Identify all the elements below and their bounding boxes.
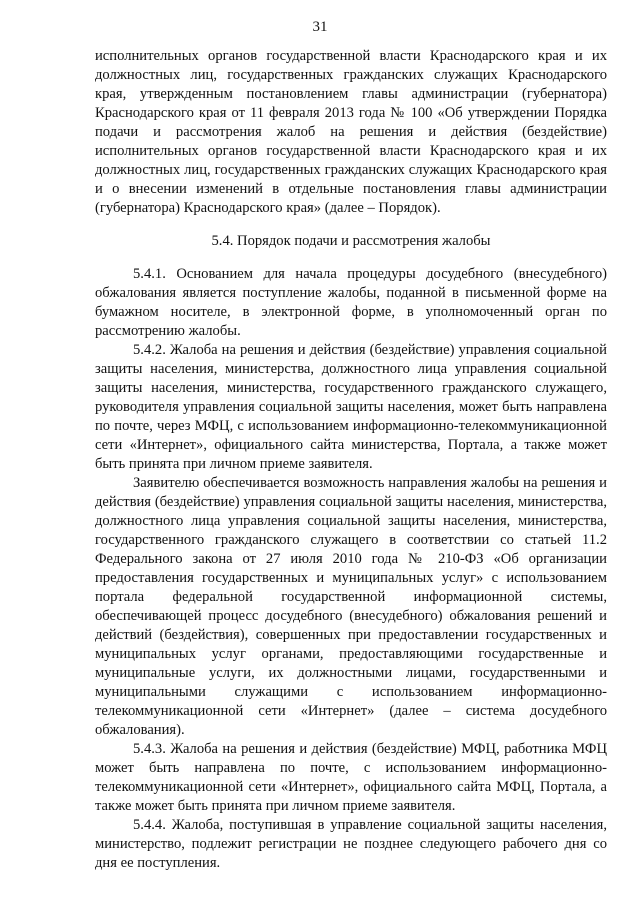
paragraph-5-4-1: 5.4.1. Основанием для начала процедуры досудебного (внесудебного) обжалования является поступление жалобы, поданной в письменной форме на бумажном носителе, в электронной форме, в уполномоченный орган по рассмотрению жалобы. [95,266,607,339]
section-heading-5-4: 5.4. Порядок подачи и рассмотрения жалобы [211,233,491,249]
paragraph-5-4-4: 5.4.4. Жалоба, поступившая в управление социальной защиты населения, министерство, подлежит регистрации не позднее следующего рабочего дня со дня ее поступления. [95,817,607,871]
paragraph-5-4-2: 5.4.2. Жалоба на решения и действия (бездействие) управления социальной защиты населения, министерства, должностного лица управления социальной защиты населения, министерства, государственного гражданского служащего, руководителя управления социальной защиты населения, может быть направлена по почте, через МФЦ, с использованием информационно-телекоммуникационной сети «Интернет», официального сайта министерства, Портала, а также может быть принята при личном приеме заявителя. [95,342,607,472]
page-number: 31 [312,19,328,35]
paragraph-applicant-rights: Заявителю обеспечивается возможность направления жалобы на решения и действия (бездействие) управления социальной защиты населения, министерства, должностного лица управления социальной защиты населения, министерства, государственного гражданского служащего в соответствии со статьей 11.2 Федерального закона от 27 июля 2010 года № 210-ФЗ «Об организации предоставления государственных и муниципальных услуг» с использованием портала федеральной государственной информационной системы, обеспечивающей процесс досудебного (внесудебного) обжалования решений и действий (бездействия), совершенных при предоставлении государственных и муниципальных услуг органами, предоставляющими государственные и муниципальные услуги, их должностными лицами, государственными и муниципальными служащими с использованием информационно-телекоммуникационной сети «Интернет» (далее – система досудебного обжалования). [95,475,607,738]
document-body [95,47,607,873]
paragraph-poryadok-continuation: исполнительных органов государственной власти Краснодарского края и их должностных лиц, государственных гражданских служащих Краснодарского края, утвержденным постановлением главы администрации (губернатора) Краснодарского края от 11 февраля 2013 года № 100 «Об утверждении Порядка подачи и рассмотрения жалоб на решения и действия (бездействие) исполнительных органов государственной власти Краснодарского края и их должностных лиц, государственных гражданских служащих Краснодарского края и о внесении изменений в отдельные постановления главы администрации (губернатора) Краснодарского края» (далее – Порядок). [95,48,607,216]
paragraph-5-4-3: 5.4.3. Жалоба на решения и действия (бездействие) МФЦ, работника МФЦ может быть направлена по почте, с использованием информационно-телекоммуникационной сети «Интернет», официального сайта МФЦ, Портала, а также может быть принята при личном приеме заявителя. [95,741,607,814]
